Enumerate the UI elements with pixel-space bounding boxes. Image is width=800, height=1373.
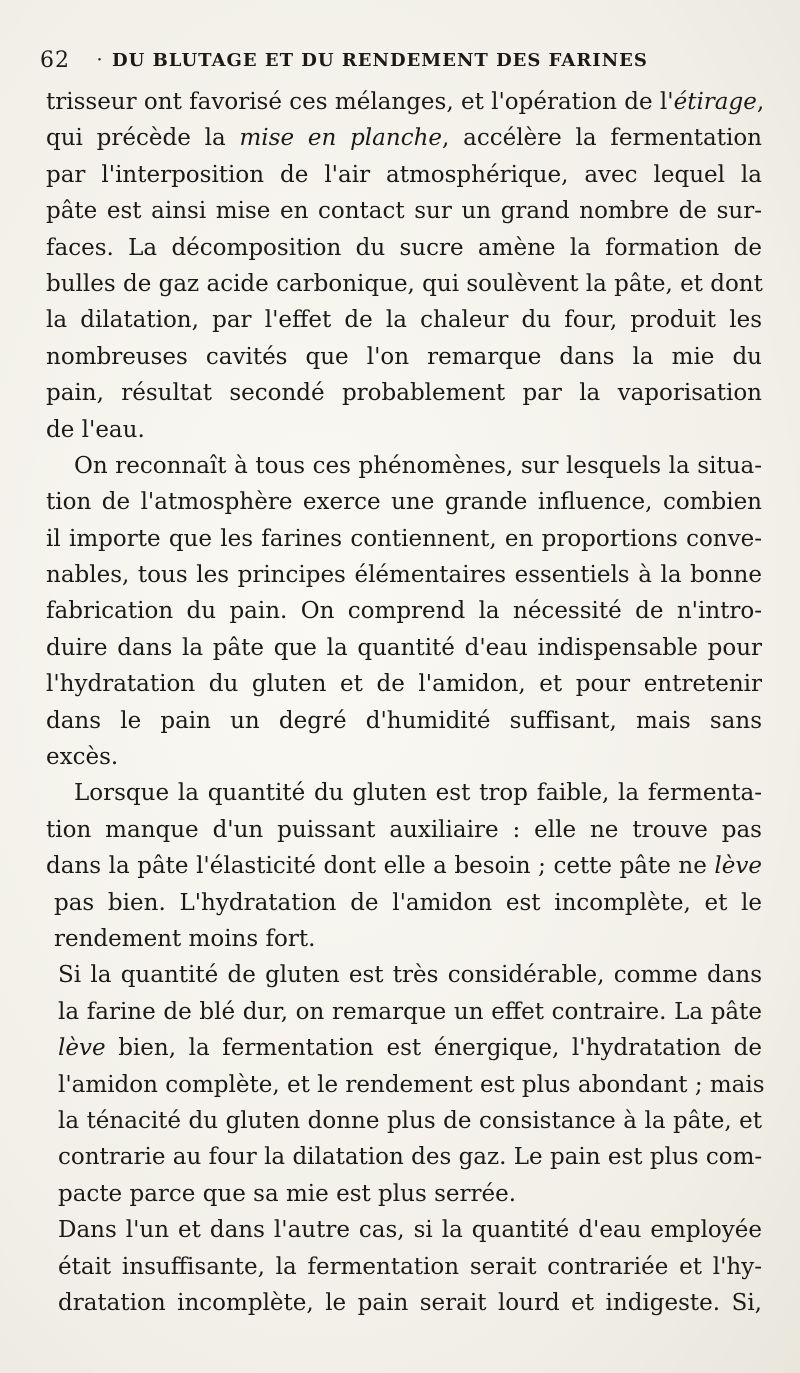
- text-run: dans la pâte l'élasticité dont elle a besoin ; cette pâte ne: [46, 853, 715, 880]
- text-run: dans le pain un degré d'humidité suffisant, mais sans: [46, 707, 762, 734]
- text-run: de l'eau.: [46, 416, 145, 443]
- text-run: fabrication du pain. On comprend la nécessité de n'intro-: [46, 598, 762, 625]
- italic-term: lève: [58, 1035, 106, 1062]
- text-run: bien, la fermentation est énergique, l'hydratation de: [105, 1035, 762, 1062]
- text-run: Lorsque la quantité du gluten est trop faible, la fermenta-: [74, 780, 762, 807]
- text-line: [46, 266, 762, 302]
- text-run: la dilatation, par l'effet de la chaleur du four, produit les: [46, 307, 762, 334]
- text-line: [46, 775, 762, 811]
- text-line: [46, 339, 762, 375]
- text-run: trisseur ont favorisé ces mélanges, et l'opération de l': [46, 89, 674, 115]
- paragraph: [46, 1212, 762, 1321]
- text-line: [46, 412, 762, 448]
- text-run: était insuffisante, la fermentation serait contrariée et l'hy-: [58, 1253, 762, 1280]
- text-line: [46, 1285, 762, 1321]
- text-run: dratation incomplète, le pain serait lourd et indigeste. Si,: [58, 1289, 762, 1316]
- text-line: [46, 521, 762, 557]
- text-run: tion manque d'un puissant auxiliaire : elle ne trouve pas: [46, 816, 762, 843]
- running-header: [40, 42, 760, 78]
- text-run: la farine de blé dur, on remarque un effet contraire. La pâte: [58, 998, 762, 1025]
- text-run: bulles de gaz acide carbonique, qui soulèvent la pâte, et dont: [46, 270, 763, 297]
- text-line: [46, 666, 762, 702]
- italic-term: étirage: [673, 89, 757, 115]
- text-line: [46, 593, 762, 629]
- text-run: rendement moins fort.: [54, 925, 316, 952]
- text-run: par l'interposition de l'air atmosphérique, avec lequel la: [46, 161, 762, 188]
- text-run: , accélère la fermentation: [442, 125, 762, 152]
- italic-term: lève: [714, 853, 762, 880]
- text-line: [46, 1176, 762, 1212]
- body-text: [46, 84, 765, 1321]
- text-run: la ténacité du gluten donne plus de consistance à la pâte, et: [58, 1107, 762, 1134]
- text-line: [46, 1249, 762, 1285]
- text-line: [46, 157, 762, 193]
- text-line: [46, 885, 762, 921]
- text-run: Dans l'un et dans l'autre cas, si la quantité d'eau employée: [58, 1217, 762, 1244]
- paragraph: [46, 84, 765, 448]
- text-run: excès.: [46, 744, 119, 771]
- italic-term: mise en planche: [239, 125, 442, 152]
- text-line: [46, 812, 762, 848]
- text-run: faces. La décomposition du sucre amène la formation de: [46, 234, 762, 261]
- text-line: [46, 1212, 762, 1248]
- text-line: [46, 994, 762, 1030]
- text-run: tion de l'atmosphère exerce une grande influence, combien: [46, 489, 762, 516]
- text-line: [46, 1030, 762, 1066]
- text-run: contrarie au four la dilatation des gaz. Le pain est plus com-: [58, 1144, 763, 1171]
- text-run: pacte parce que sa mie est plus serrée.: [58, 1180, 517, 1207]
- text-run: pas bien. L'hydratation de l'amidon est incomplète, et le: [54, 889, 762, 916]
- text-line: [46, 302, 762, 338]
- text-run: Si la quantité de gluten est très considérable, comme dans: [58, 962, 762, 989]
- text-line: [46, 739, 762, 775]
- paragraph: [46, 957, 765, 1212]
- text-line: [46, 630, 762, 666]
- text-line: [46, 84, 765, 120]
- text-line: [46, 1067, 765, 1103]
- text-line: [46, 703, 762, 739]
- text-line: [46, 120, 762, 156]
- text-run: il importe que les farines contiennent, en proportions conve-: [46, 525, 762, 552]
- paragraph: [46, 448, 762, 776]
- text-run: qui précède la: [46, 125, 240, 152]
- text-line: [46, 1103, 762, 1139]
- header-separator: ·: [96, 49, 104, 71]
- running-title: DU BLUTAGE ET DU RENDEMENT DES FARINES: [112, 49, 648, 71]
- text-line: [46, 375, 762, 411]
- page-number: 62: [40, 47, 70, 73]
- text-line: [46, 957, 762, 993]
- text-line: [46, 1139, 762, 1175]
- text-line: [46, 921, 762, 957]
- text-run: nables, tous les principes élémentaires essentiels à la bonne: [46, 562, 762, 589]
- text-run: l'hydratation du gluten et de l'amidon, et pour entretenir: [46, 671, 762, 698]
- text-run: l'amidon complète, et le rendement est plus abondant ; mais: [58, 1071, 765, 1098]
- text-run: duire dans la pâte que la quantité d'eau indispensable pour: [46, 634, 762, 661]
- text-line: [46, 230, 762, 266]
- text-line: [46, 557, 762, 593]
- paragraph: [46, 775, 762, 957]
- text-run: nombreuses cavités que l'on remarque dans la mie du: [46, 343, 762, 370]
- text-line: [46, 448, 762, 484]
- text-run: pain, résultat secondé probablement par la vaporisation: [46, 380, 762, 407]
- text-run: pâte est ainsi mise en contact sur un grand nombre de sur-: [46, 198, 762, 225]
- text-line: [46, 484, 762, 520]
- text-line: [46, 193, 762, 229]
- text-line: [46, 848, 762, 884]
- text-run: On reconnaît à tous ces phénomènes, sur lesquels la situa-: [74, 452, 762, 479]
- text-run: ,: [756, 89, 765, 115]
